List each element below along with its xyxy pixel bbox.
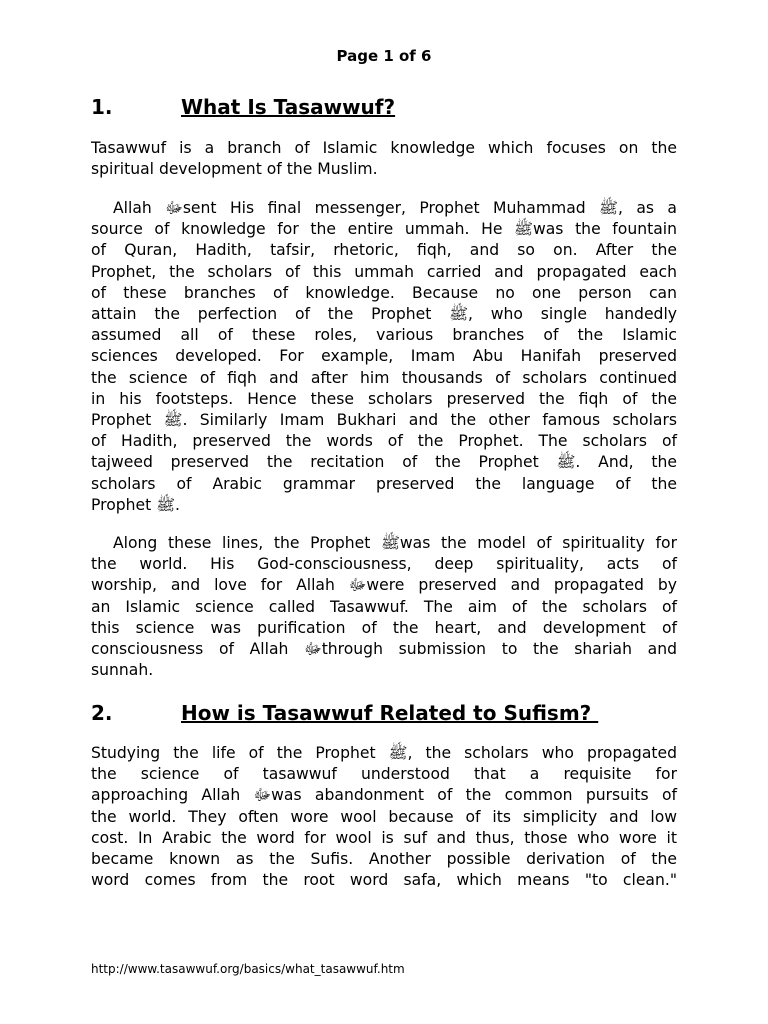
paragraph-line: scholars of Arabic grammar preserved the language of the <box>91 474 677 493</box>
page-number-header: Page 1 of 6 <box>336 47 432 65</box>
paragraph-line: became known as the Sufis. Another possible derivation of the <box>91 850 677 869</box>
section-1-heading <box>91 94 681 120</box>
paragraph-line: consciousness of Allah ﷻthrough submission to the shariah and <box>91 640 677 659</box>
paragraph-line: of Hadith, preserved the words of the Prophet. The scholars of <box>91 432 677 451</box>
section-2-paragraph-1 <box>91 743 677 891</box>
paragraph-line: an Islamic science called Tasawwuf. The aim of the scholars of <box>91 597 677 616</box>
paragraph-line: this science was purification of the heart, and development of <box>91 618 677 637</box>
paragraph-line: approaching Allah ﷻwas abandonment of the common pursuits of <box>91 786 677 805</box>
paragraph-line: tajweed preserved the recitation of the Prophet ﷺ. And, the <box>91 453 678 472</box>
paragraph-line: attain the perfection of the Prophet ﷺ, who single handedly <box>91 305 677 324</box>
section-1-paragraph-3 <box>91 533 677 681</box>
paragraph-line: the science of tasawwuf understood that a requisite for <box>91 765 677 784</box>
section-1-number: 1. <box>91 95 113 119</box>
paragraph-line: Prophet ﷺ. Similarly Imam Bukhari and the other famous scholars <box>91 411 677 430</box>
section-1-paragraph-2 <box>91 198 677 516</box>
paragraph-line: the world. His God-consciousness, deep spirituality, acts of <box>91 555 677 574</box>
paragraph-line: cost. In Arabic the word for wool is suf and thus, those who wore it <box>91 828 677 847</box>
paragraph-line: of Quran, Hadith, tafsir, rhetoric, fiqh, and so on. After the <box>91 241 677 260</box>
paragraph-line: sunnah. <box>91 661 154 680</box>
paragraph-line: worship, and love for Allah ﷻwere preserved and propagated by <box>91 576 677 595</box>
paragraph-line: Tasawwuf is a branch of Islamic knowledge which focuses on the <box>91 139 677 157</box>
paragraph-line: the science of fiqh and after him thousands of scholars continued <box>91 368 677 387</box>
paragraph-line: Studying the life of the Prophet ﷺ, the scholars who propagated <box>91 744 677 762</box>
paragraph-line: Along these lines, the Prophet ﷺwas the model of spirituality for <box>113 534 677 552</box>
paragraph-line: spiritual development of the Muslim. <box>91 160 378 179</box>
paragraph-line: of these branches of knowledge. Because no one person can <box>91 283 677 302</box>
paragraph-line: the world. They often wore wool because of its simplicity and low <box>91 807 677 826</box>
paragraph-line: source of knowledge for the entire ummah. He ﷺwas the fountain <box>91 220 677 239</box>
paragraph-line: sciences developed. For example, Imam Abu Hanifah preserved <box>91 347 677 366</box>
paragraph-line: in his footsteps. Hence these scholars preserved the fiqh of the <box>91 389 677 408</box>
paragraph-line: Allah ﷻsent His final messenger, Prophet Muhammad ﷺ, as a <box>113 199 677 217</box>
section-2-heading <box>91 700 681 726</box>
paragraph-line: Prophet ﷺ. <box>91 495 180 514</box>
source-url-footer: http://www.tasawwuf.org/basics/what_tasawwuf.htm <box>91 962 405 976</box>
section-2-title: How is Tasawwuf Related to Sufism? <box>181 701 599 725</box>
paragraph-line: word comes from the root word safa, which means "to clean." <box>91 871 677 890</box>
section-1-title: What Is Tasawwuf? <box>181 95 396 119</box>
paragraph-line: Prophet, the scholars of this ummah carried and propagated each <box>91 262 677 281</box>
paragraph-line: assumed all of these roles, various branches of the Islamic <box>91 326 677 345</box>
section-2-number: 2. <box>91 701 113 725</box>
section-1-paragraph-1 <box>91 138 677 180</box>
